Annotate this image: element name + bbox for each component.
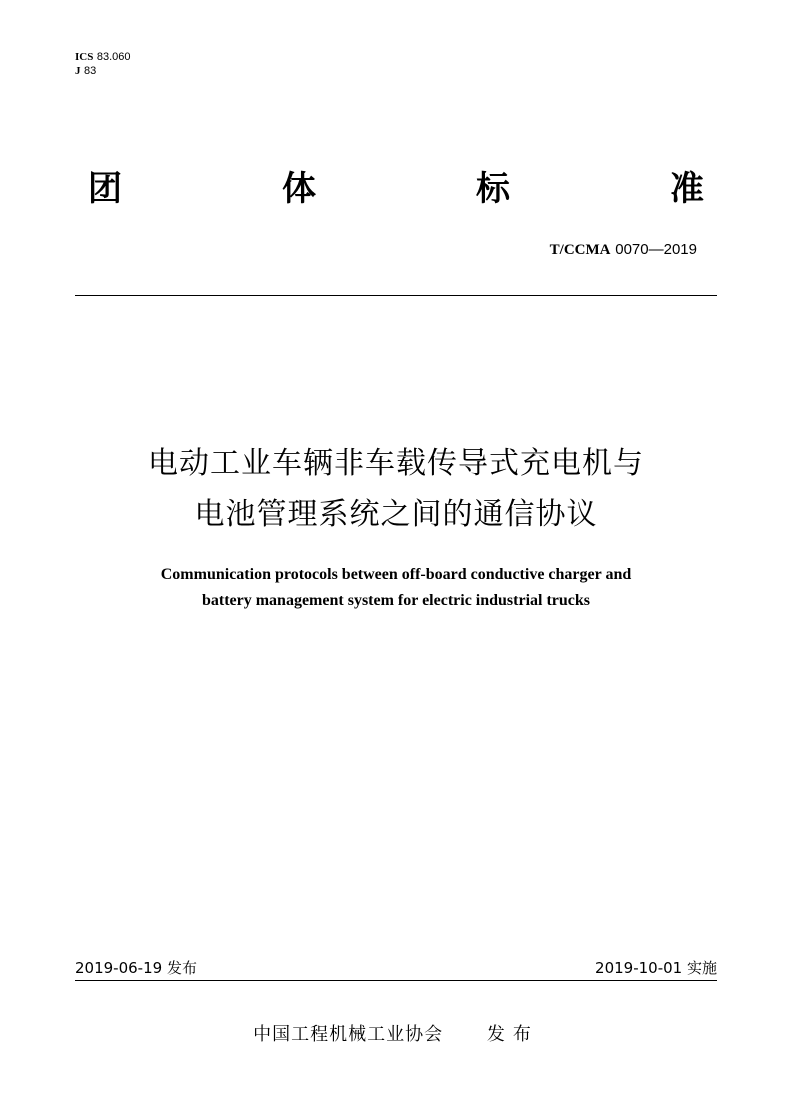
issue-date: 2019-06-19 发布 — [75, 959, 197, 977]
chinese-title-line-1: 电动工业车辆非车载传导式充电机与 — [148, 446, 644, 481]
standard-type-char: 体 — [282, 168, 316, 209]
classification-codes — [75, 50, 131, 78]
chinese-title-line-2: 电池管理系统之间的通信协议 — [194, 497, 598, 532]
standard-type-heading — [88, 163, 704, 207]
english-title-line-2: battery management system for electric industrial trucks — [201, 592, 591, 609]
publisher-line — [0, 1020, 792, 1046]
ics-code — [75, 50, 131, 64]
publisher-action: 发布 — [486, 1024, 539, 1045]
standard-number-value: 0070—2019 — [615, 241, 697, 258]
standard-type-char: 准 — [670, 168, 704, 209]
standard-number-prefix: T/CCMA — [549, 242, 611, 258]
standard-type-char: 标 — [476, 168, 510, 209]
ics-label: ICS — [75, 51, 94, 63]
publisher-organization: 中国工程机械工业协会 — [253, 1024, 444, 1045]
ccs-code — [75, 64, 131, 78]
ccs-value: 83 — [84, 65, 97, 77]
implementation-date: 2019-10-01 实施 — [595, 959, 717, 977]
ics-value: 83.060 — [96, 51, 131, 63]
standard-number — [550, 240, 697, 259]
ccs-label: J — [75, 65, 81, 77]
english-title-line-1: Communication protocols between off-board conductive charger and — [160, 566, 632, 583]
top-divider — [75, 295, 717, 296]
bottom-divider — [75, 980, 717, 981]
standard-type-char: 团 — [88, 168, 122, 209]
